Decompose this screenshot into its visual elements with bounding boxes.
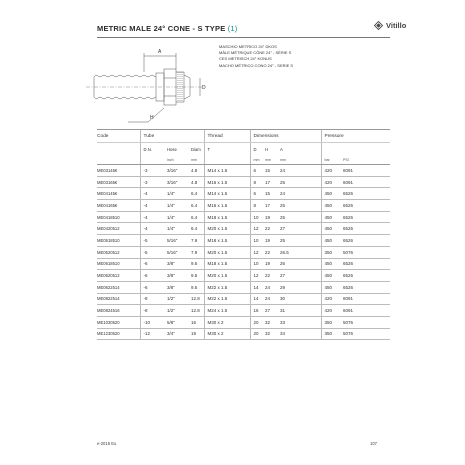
cell-h: 15	[265, 188, 280, 200]
cell-thread: M30 x 2	[204, 328, 250, 340]
table-row	[97, 305, 390, 317]
cell-code: ME0420512	[97, 223, 140, 235]
cell-bar: 420	[321, 165, 343, 177]
unit-psi: PSI	[343, 155, 390, 165]
cell-dn: -8	[140, 305, 167, 317]
cell-a: 27	[280, 223, 321, 235]
col-hose: Hose	[167, 146, 177, 152]
cell-psi: 6091	[343, 176, 390, 188]
cell-a: 25	[280, 200, 321, 212]
cell-dn: -3	[140, 176, 167, 188]
cell-d: 20	[250, 328, 265, 340]
cell-h: 32	[265, 316, 280, 328]
cell-thread: M18 x 1.5	[204, 235, 250, 247]
cell-psi: 6091	[343, 165, 390, 177]
cell-a: 24	[280, 165, 321, 177]
cell-code: ME1230520	[97, 328, 140, 340]
cell-h: 22	[265, 270, 280, 282]
col-group-code: Code	[97, 130, 140, 143]
cell-d: 12	[250, 270, 265, 282]
cell-a: 24	[280, 188, 321, 200]
cell-bar: 450	[321, 200, 343, 212]
cell-diam: 9.5	[191, 281, 204, 293]
cell-code: ME0822514	[97, 293, 140, 305]
spec-table	[97, 129, 390, 340]
cell-diam: 7.9	[191, 246, 204, 258]
cell-hose: 1/4"	[167, 188, 191, 200]
cell-psi: 6526	[343, 200, 390, 212]
cell-bar: 450	[321, 270, 343, 282]
cell-diam: 12.8	[191, 305, 204, 317]
cell-code: ME03145€	[97, 165, 140, 177]
table-row	[97, 235, 390, 247]
cell-code: ME0618510	[97, 258, 140, 270]
table-row	[97, 281, 390, 293]
cell-d: 16	[250, 305, 265, 317]
cell-hose: 5/16"	[167, 235, 191, 247]
cell-hose: 3/4"	[167, 328, 191, 340]
cell-dn: -6	[140, 258, 167, 270]
translated-titles	[219, 44, 293, 69]
cell-d: 10	[250, 235, 265, 247]
cell-a: 31	[280, 305, 321, 317]
cell-h: 24	[265, 281, 280, 293]
cell-bar: 450	[321, 235, 343, 247]
unit-bar: bar	[321, 155, 343, 165]
col-group-dimensions: Dimensions	[250, 130, 321, 143]
cell-diam: 9.5	[191, 258, 204, 270]
col-t: T	[204, 143, 250, 156]
cell-dn: -5	[140, 235, 167, 247]
title-suffix: (1)	[227, 24, 238, 33]
subtitle-line: MACHO MÉTRICO CONO 24° - SERIE S	[219, 62, 294, 68]
cell-a: 30	[280, 293, 321, 305]
cell-diam: 6.4	[191, 223, 204, 235]
cell-a: 29	[280, 281, 321, 293]
cell-hose: 1/2"	[167, 305, 191, 317]
col-dn: D.N.	[140, 143, 167, 156]
col-group-thread: Thread	[204, 130, 250, 143]
cell-bar: 420	[321, 305, 343, 317]
cell-bar: 420	[321, 176, 343, 188]
cell-thread: M24 x 1.5	[204, 305, 250, 317]
cell-dn: -6	[140, 270, 167, 282]
cell-d: 14	[250, 293, 265, 305]
footer-edition: e-2016 Eu	[97, 441, 117, 446]
cell-psi: 5076	[343, 328, 390, 340]
table-row	[97, 328, 390, 340]
cell-psi: 6526	[343, 211, 390, 223]
cell-d: 8	[250, 200, 265, 212]
cell-code: ME1030520	[97, 316, 140, 328]
cell-psi: 6526	[343, 258, 390, 270]
cell-hose: 3/8"	[167, 258, 191, 270]
cell-thread: M22 x 1.5	[204, 281, 250, 293]
cell-bar: 450	[321, 281, 343, 293]
cell-dn: -8	[140, 293, 167, 305]
cell-h: 22	[265, 223, 280, 235]
cell-diam: 12.8	[191, 293, 204, 305]
col-a: A	[280, 146, 283, 152]
cell-h: 19	[265, 235, 280, 247]
dimension-d-label: D	[202, 85, 206, 91]
unit-a: mm	[280, 155, 321, 165]
cell-code: ME0520512	[97, 246, 140, 258]
cell-diam: 6.4	[191, 200, 204, 212]
col-h: H	[265, 146, 269, 152]
unit-diam: mm	[191, 155, 204, 165]
logo-text: Vitillo	[386, 21, 407, 30]
cell-dn: -4	[140, 211, 167, 223]
cell-h: 19	[265, 258, 280, 270]
cell-thread: M16 x 1.5	[204, 200, 250, 212]
spec-table-container	[97, 129, 390, 340]
subtitle-line: CES METRISCH 24° KONUS	[219, 56, 272, 62]
cell-a: 25	[280, 235, 321, 247]
table-row	[97, 246, 390, 258]
cell-thread: M30 x 2	[204, 316, 250, 328]
cell-psi: 6526	[343, 188, 390, 200]
cell-psi: 5076	[343, 316, 390, 328]
cell-d: 6	[250, 188, 265, 200]
table-row	[97, 165, 390, 177]
dimension-h-line	[128, 108, 164, 122]
title-text: METRIC MALE 24° CONE - S TYPE	[97, 24, 226, 33]
table-row	[97, 270, 390, 282]
spec-table-body	[97, 165, 390, 340]
cell-dn: -3	[140, 165, 167, 177]
cell-code: ME0622514	[97, 281, 140, 293]
col-diam: Diam	[191, 146, 201, 152]
cell-hose: 3/16"	[167, 176, 191, 188]
cell-dn: -4	[140, 200, 167, 212]
cell-psi: 6526	[343, 223, 390, 235]
cell-bar: 350	[321, 328, 343, 340]
cell-bar: 350	[321, 246, 343, 258]
cell-hose: 3/8"	[167, 270, 191, 282]
vitillo-logo-icon	[374, 21, 383, 30]
cell-psi: 5076	[343, 246, 390, 258]
cell-dn: -6	[140, 281, 167, 293]
cell-h: 19	[265, 211, 280, 223]
cell-diam: 19	[191, 328, 204, 340]
table-row	[97, 211, 390, 223]
cell-code: ME0620512	[97, 270, 140, 282]
cell-code: ME04145€	[97, 188, 140, 200]
cell-thread: M22 x 1.5	[204, 293, 250, 305]
cell-dn: -10	[140, 316, 167, 328]
table-row	[97, 176, 390, 188]
cell-bar: 420	[321, 293, 343, 305]
cell-hose: 1/4"	[167, 223, 191, 235]
col-group-tube: Tube	[140, 130, 204, 143]
cell-d: 12	[250, 223, 265, 235]
cell-h: 15	[265, 165, 280, 177]
unit-d: mm	[250, 155, 265, 165]
subtitle-line: MÂLE MÉTRIQUE CÔNE 24° - SÉRIE S	[219, 50, 292, 56]
cell-thread: M14 x 1.5	[204, 188, 250, 200]
cell-code: ME03165€	[97, 176, 140, 188]
cell-thread: M20 x 1.5	[204, 270, 250, 282]
cell-psi: 6526	[343, 270, 390, 282]
dimension-h-label: H	[150, 115, 154, 121]
brand-logo	[374, 21, 406, 30]
cell-d: 6	[250, 165, 265, 177]
table-row	[97, 223, 390, 235]
cell-thread: M20 x 1.5	[204, 246, 250, 258]
cell-bar: 450	[321, 188, 343, 200]
cell-diam: 16	[191, 316, 204, 328]
cell-diam: 6.4	[191, 188, 204, 200]
cell-h: 17	[265, 176, 280, 188]
cell-d: 10	[250, 211, 265, 223]
cell-diam: 4.8	[191, 165, 204, 177]
title-rule	[97, 37, 390, 38]
cell-diam: 6.4	[191, 211, 204, 223]
cell-psi: 6091	[343, 305, 390, 317]
cell-hose: 5/16"	[167, 246, 191, 258]
cell-bar: 350	[321, 316, 343, 328]
subtitle-line: MASCHIO METRICO 24° DKOS	[219, 44, 277, 49]
cell-a: 33	[280, 316, 321, 328]
cell-hose: 3/16"	[167, 165, 191, 177]
cell-a: 26.5	[280, 246, 321, 258]
cell-dn: -12	[140, 328, 167, 340]
cell-dn: -5	[140, 246, 167, 258]
page-title	[97, 24, 237, 33]
cell-psi: 6091	[343, 293, 390, 305]
unit-hose: inch	[167, 155, 191, 165]
cell-thread: M14 x 1.5	[204, 165, 250, 177]
table-row	[97, 200, 390, 212]
cell-dn: -4	[140, 223, 167, 235]
cell-h: 27	[265, 305, 280, 317]
header-groups-row	[97, 130, 390, 143]
table-row	[97, 293, 390, 305]
cell-thread: M18 x 1.5	[204, 258, 250, 270]
unit-h: mm	[265, 155, 280, 165]
cell-hose: 3/8"	[167, 281, 191, 293]
cell-a: 25	[280, 211, 321, 223]
cell-code: ME0518510	[97, 235, 140, 247]
cell-a: 34	[280, 328, 321, 340]
cell-dn: -4	[140, 188, 167, 200]
table-row	[97, 258, 390, 270]
cell-h: 22	[265, 246, 280, 258]
cell-a: 26	[280, 258, 321, 270]
cell-thread: M16 x 1.5	[204, 176, 250, 188]
cell-d: 14	[250, 281, 265, 293]
col-group-pressure: Pressure	[321, 130, 390, 143]
cell-bar: 450	[321, 223, 343, 235]
units-row	[97, 155, 390, 165]
cell-d: 8	[250, 176, 265, 188]
fitting-technical-drawing	[84, 42, 214, 132]
cell-hose: 1/4"	[167, 211, 191, 223]
cell-d: 10	[250, 258, 265, 270]
cell-bar: 450	[321, 211, 343, 223]
col-d: D	[250, 143, 265, 156]
cell-hose: 1/2"	[167, 293, 191, 305]
cell-hose: 5/8"	[167, 316, 191, 328]
cell-h: 17	[265, 200, 280, 212]
cell-bar: 450	[321, 258, 343, 270]
cell-psi: 6526	[343, 281, 390, 293]
cell-code: ME04165€	[97, 200, 140, 212]
subheader-row	[97, 143, 390, 156]
cell-diam: 4.8	[191, 176, 204, 188]
cell-d: 12	[250, 246, 265, 258]
cell-code: ME0824516	[97, 305, 140, 317]
cell-thread: M20 x 1.5	[204, 223, 250, 235]
cell-a: 25	[280, 176, 321, 188]
cell-a: 27	[280, 270, 321, 282]
cell-diam: 7.9	[191, 235, 204, 247]
table-row	[97, 188, 390, 200]
cell-psi: 6526	[343, 235, 390, 247]
cell-thread: M18 x 1.5	[204, 211, 250, 223]
cell-diam: 9.5	[191, 270, 204, 282]
cell-code: ME0418510	[97, 211, 140, 223]
cell-h: 24	[265, 293, 280, 305]
page-number: 107	[370, 441, 377, 446]
cell-hose: 1/4"	[167, 200, 191, 212]
cell-d: 20	[250, 316, 265, 328]
dimension-a-label: A	[158, 49, 162, 55]
cell-h: 32	[265, 328, 280, 340]
table-row	[97, 316, 390, 328]
